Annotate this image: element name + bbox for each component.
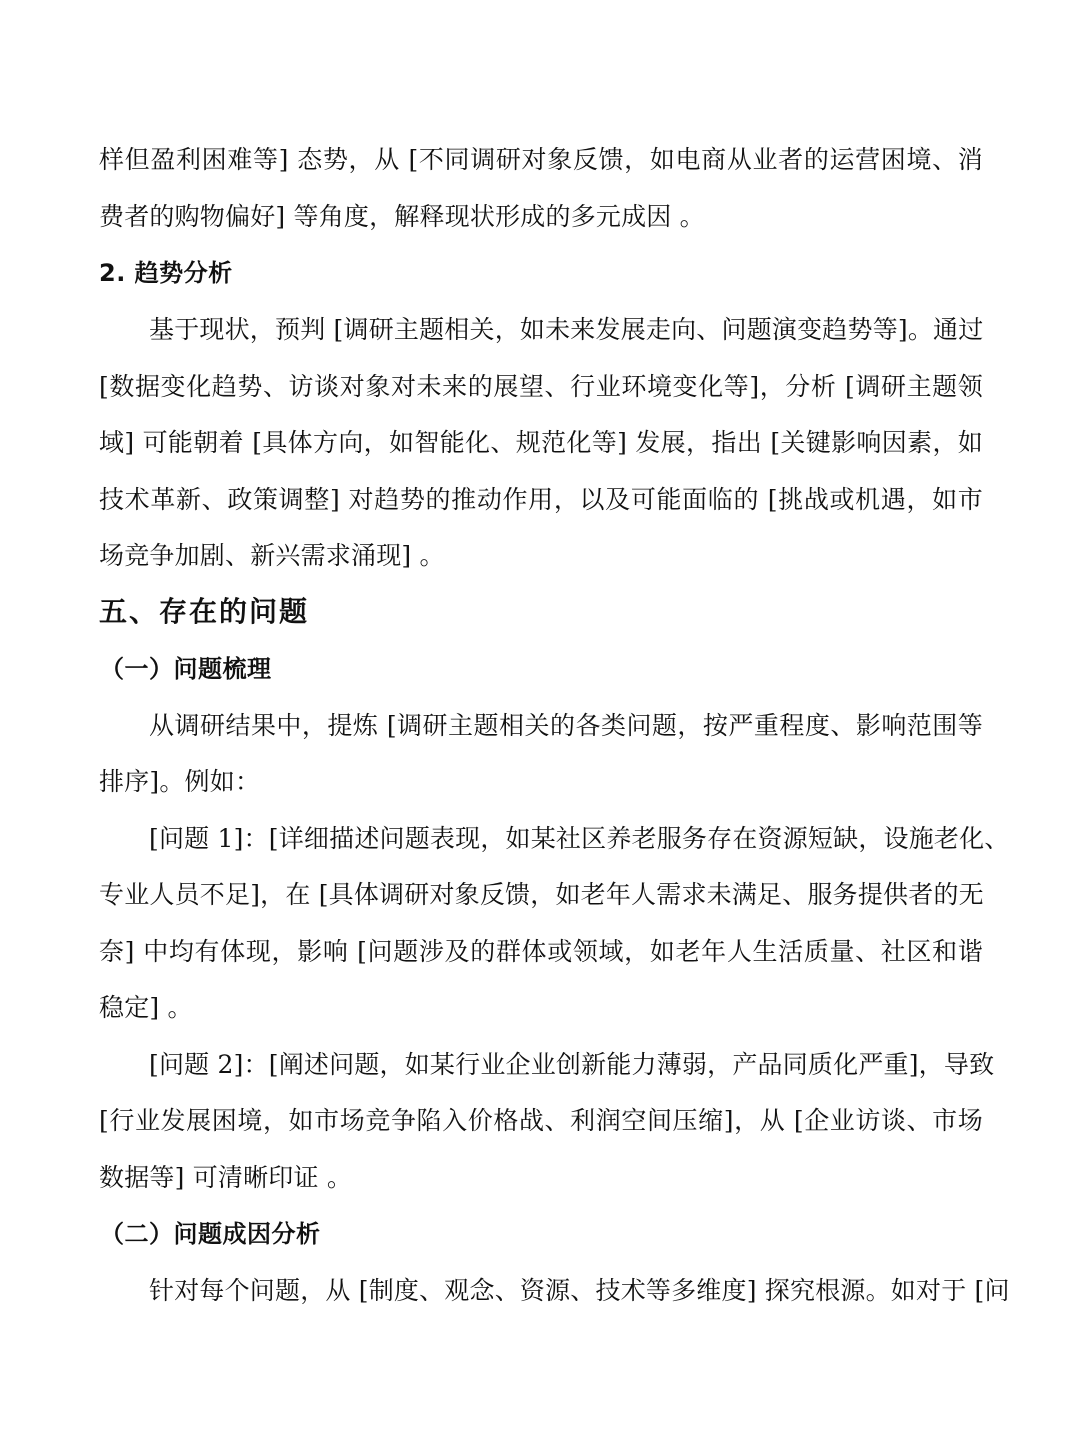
paragraph-line: 域] 可能朝着 [具体方向，如智能化、规范化等] 发展，指出 [关键影响因素，如 [99,428,983,457]
paragraph-line: 费者的购物偏好] 等角度，解释现状形成的多元成因 。 [99,202,705,231]
subsection-heading: （一）问题梳理 [100,655,272,683]
paragraph-line: 奈] 中均有体现，影响 [问题涉及的群体或领域，如老年人生活质量、社区和谐 [99,937,983,966]
paragraph-line: 场竞争加剧、新兴需求涌现] 。 [99,541,445,570]
paragraph-line: 样但盈利困难等] 态势，从 [不同调研对象反馈，如电商从业者的运营困境、消 [99,145,983,174]
paragraph-line: [数据变化趋势、访谈对象对未来的展望、行业环境变化等]，分析 [调研主题领 [99,372,983,401]
paragraph-line: 技术革新、政策调整] 对趋势的推动作用，以及可能面临的 [挑战或机遇，如市 [99,485,983,514]
paragraph-line: 基于现状，预判 [调研主题相关，如未来发展走向、问题演变趋势等]。通过 [149,315,984,344]
paragraph-line: 数据等] 可清晰印证 。 [99,1163,353,1192]
trend-analysis-heading: 2. 趋势分析 [99,259,233,287]
paragraph-line: 针对每个问题，从 [制度、观念、资源、技术等多维度] 探究根源。如对于 [问 [149,1276,1010,1305]
paragraph-line: [问题 1]：[详细描述问题表现，如某社区养老服务存在资源短缺，设施老化、 [149,824,1010,853]
subsection-heading: （二）问题成因分析 [100,1220,321,1248]
paragraph-line: [行业发展困境，如市场竞争陷入价格战、利润空间压缩]，从 [企业访谈、市场 [99,1106,983,1135]
paragraph-line: [问题 2]：[阐述问题，如某行业企业创新能力薄弱，产品同质化严重]，导致 [149,1050,995,1079]
paragraph-line: 排序]。例如： [99,767,261,796]
section-heading: 五、存在的问题 [99,595,310,628]
paragraph-line: 从调研结果中，提炼 [调研主题相关的各类问题，按严重程度、影响范围等 [149,711,983,740]
paragraph-line: 专业人员不足]，在 [具体调研对象反馈，如老年人需求未满足、服务提供者的无 [99,880,984,909]
paragraph-line: 稳定] 。 [99,993,193,1022]
